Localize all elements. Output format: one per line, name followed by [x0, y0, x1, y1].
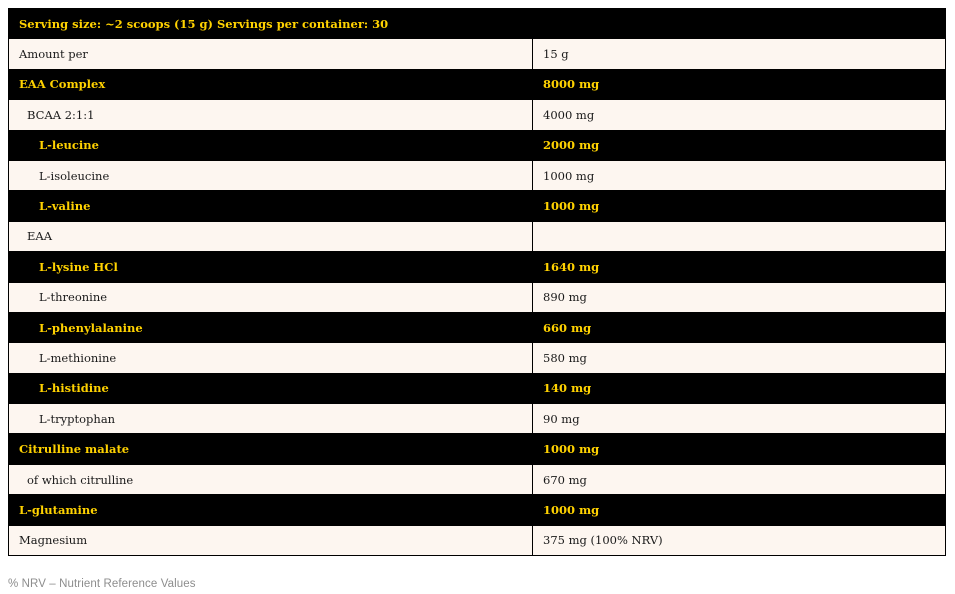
nutrient-name: L-phenylalanine	[9, 312, 533, 342]
nutrient-name: EAA	[9, 221, 533, 251]
nutrient-value: 8000 mg	[533, 69, 946, 99]
table-row	[9, 160, 946, 190]
nutrient-value: 890 mg	[533, 282, 946, 312]
nutrient-name: L-lysine HCl	[9, 252, 533, 282]
nutrient-value: 1640 mg	[533, 252, 946, 282]
nutrition-table	[8, 8, 946, 556]
nutrient-name: L-valine	[9, 191, 533, 221]
table-row	[9, 343, 946, 373]
nutrient-name: BCAA 2:1:1	[9, 100, 533, 130]
nutrient-name: Magnesium	[9, 525, 533, 555]
nutrition-table-body	[9, 9, 946, 39]
nutrient-value: 1000 mg	[533, 495, 946, 525]
nutrient-value: 660 mg	[533, 312, 946, 342]
table-row	[9, 130, 946, 160]
nutrient-value: 2000 mg	[533, 130, 946, 160]
table-row	[9, 404, 946, 434]
table-row	[9, 221, 946, 251]
nutrient-value: 375 mg (100% NRV)	[533, 525, 946, 555]
nutrient-value: 90 mg	[533, 404, 946, 434]
nutrient-name: Citrulline malate	[9, 434, 533, 464]
table-row	[9, 373, 946, 403]
nutrient-value: 4000 mg	[533, 100, 946, 130]
serving-size-label: Serving size: ~2 scoops (15 g) Servings per container: 30	[9, 9, 946, 39]
table-header-row	[9, 9, 946, 39]
nutrient-value: 670 mg	[533, 464, 946, 494]
nutrient-name: EAA Complex	[9, 69, 533, 99]
nutrient-name: of which citrulline	[9, 464, 533, 494]
nutrient-name: L-histidine	[9, 373, 533, 403]
nutrient-value: 1000 mg	[533, 191, 946, 221]
nutrition-rows	[9, 39, 946, 556]
nutrient-value	[533, 221, 946, 251]
nutrient-value: 15 g	[533, 39, 946, 69]
table-row	[9, 312, 946, 342]
table-row	[9, 100, 946, 130]
nrv-footnote: % NRV – Nutrient Reference Values	[8, 578, 196, 590]
nutrient-name: L-isoleucine	[9, 160, 533, 190]
nutrient-name: L-leucine	[9, 130, 533, 160]
table-row	[9, 434, 946, 464]
table-row	[9, 252, 946, 282]
nutrient-value: 1000 mg	[533, 160, 946, 190]
nutrition-panel	[0, 8, 955, 594]
nutrient-name: L-glutamine	[9, 495, 533, 525]
nutrient-value: 1000 mg	[533, 434, 946, 464]
table-row	[9, 495, 946, 525]
table-row	[9, 191, 946, 221]
table-row	[9, 464, 946, 494]
nutrient-name: L-threonine	[9, 282, 533, 312]
nutrient-value: 140 mg	[533, 373, 946, 403]
nutrient-name: L-tryptophan	[9, 404, 533, 434]
nutrient-value: 580 mg	[533, 343, 946, 373]
nutrient-name: L-methionine	[9, 343, 533, 373]
table-row	[9, 69, 946, 99]
table-row	[9, 282, 946, 312]
nutrient-name: Amount per	[9, 39, 533, 69]
table-row	[9, 39, 946, 69]
table-row	[9, 525, 946, 555]
